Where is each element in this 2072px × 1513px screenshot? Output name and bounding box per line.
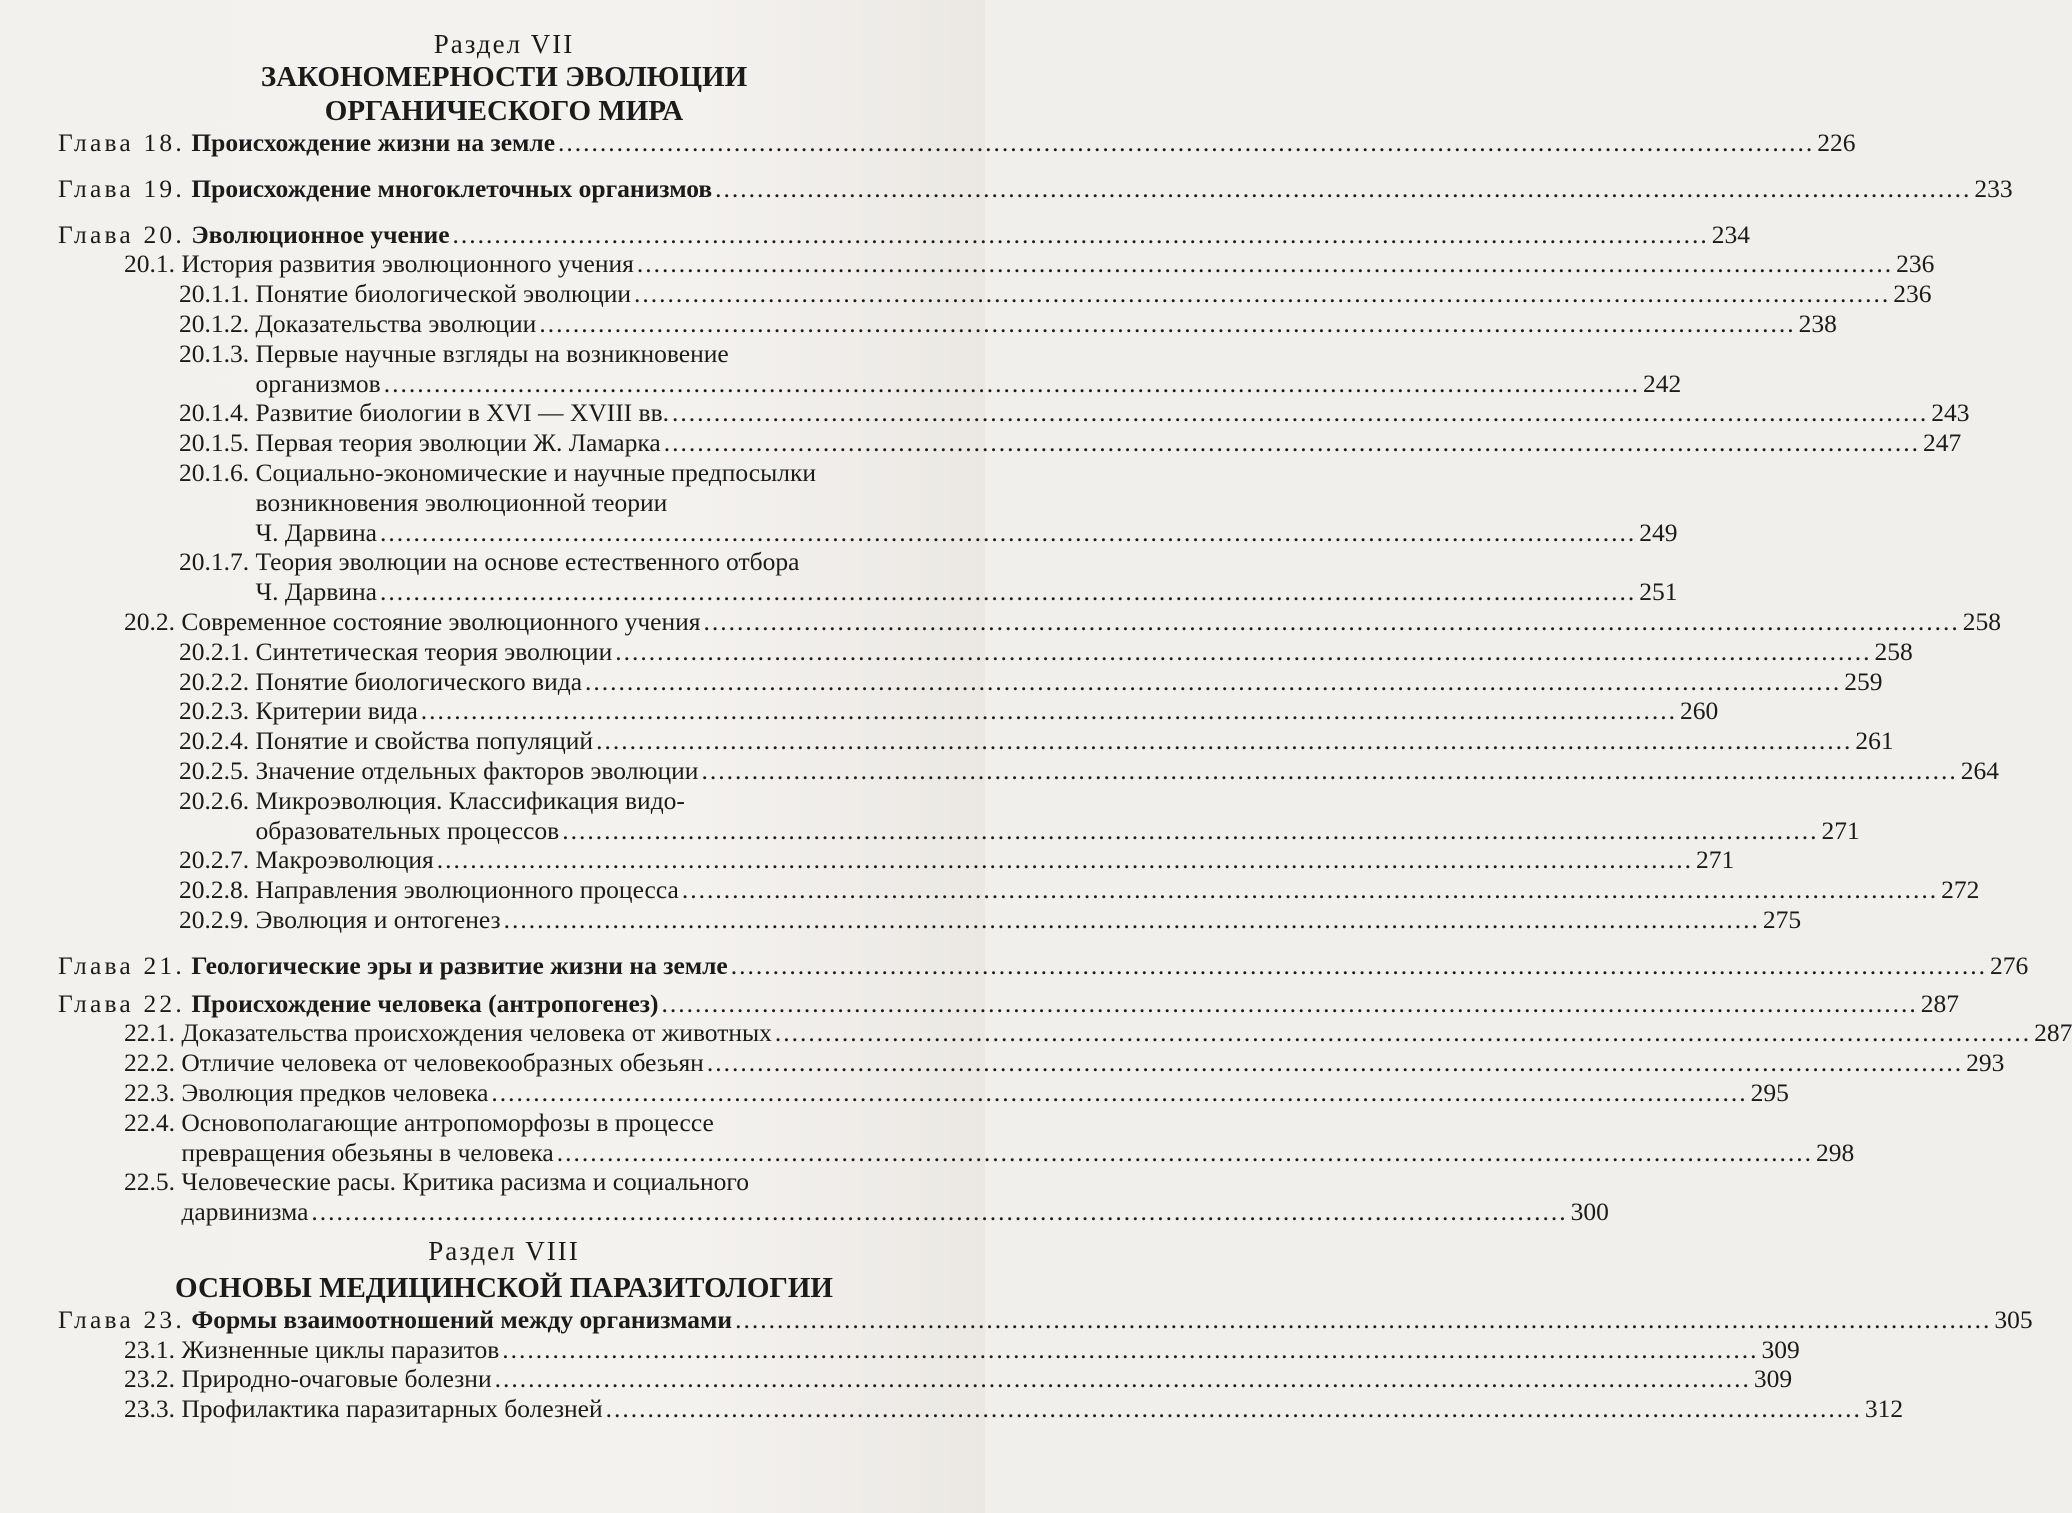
leader-dots xyxy=(615,637,1871,667)
section-title: Направления эволюционного процесса xyxy=(255,875,679,905)
section-number: 20.1.2. xyxy=(179,308,250,338)
page-number: 271 xyxy=(1695,845,1735,875)
section-title: Значение отдельных факторов эволюции xyxy=(255,755,699,785)
section-label: Раздел VIII xyxy=(428,1235,580,1266)
section-number: 20.2.8. xyxy=(179,875,250,905)
section-title-line1: Микроэволюция. Классификация видо- xyxy=(255,785,685,815)
leader-dots xyxy=(701,756,1957,786)
page-number: 264 xyxy=(1960,755,1999,785)
section-number: 20.2.3. xyxy=(179,696,250,726)
toc-chapter-19 xyxy=(58,173,2013,204)
leader-dots xyxy=(558,128,1814,158)
section-number: 22.4. xyxy=(124,1107,175,1137)
section-title-line1: Первые научные взгляды на возникновение xyxy=(255,338,729,368)
section-title-line2: возникновения эволюционной теории xyxy=(255,487,668,517)
toc-subsection-20-1-1 xyxy=(58,279,1932,309)
section-title: Доказательства происхождения человека от животных xyxy=(181,1018,772,1048)
section-number: 20.1.5. xyxy=(179,428,250,458)
section-number: 20.2.7. xyxy=(179,845,250,875)
leader-dots xyxy=(504,905,1760,935)
toc-section-23-2 xyxy=(58,1364,1793,1394)
leader-dots xyxy=(557,1138,1813,1168)
section-title: Понятие и свойства популяций xyxy=(255,726,594,756)
leader-dots xyxy=(437,845,1693,875)
section-title-line1: Человеческие расы. Критика расизма и социального xyxy=(181,1167,749,1197)
section-number: 20.1.4. xyxy=(179,398,250,428)
section-title: Жизненные циклы паразитов xyxy=(181,1334,500,1364)
page-number: 309 xyxy=(1761,1334,1800,1364)
section-number: 23.1. xyxy=(124,1334,175,1364)
page-number: 287 xyxy=(2034,1018,2072,1048)
section-number: 22.1. xyxy=(124,1018,175,1048)
section-title-line2: ОРГАНИЧЕСКОГО МИРА xyxy=(324,95,684,127)
toc-chapter-22 xyxy=(58,988,1960,1019)
section-number: 23.2. xyxy=(124,1364,175,1394)
leader-dots xyxy=(707,1048,1963,1078)
page-number: 305 xyxy=(1994,1304,2033,1334)
toc-subsection-20-1-7 xyxy=(58,547,1678,607)
page-number: 309 xyxy=(1753,1364,1793,1394)
page-number: 236 xyxy=(1896,249,1935,279)
section-number: 20.1.7. xyxy=(179,547,250,577)
section-number: 20.2.5. xyxy=(179,755,250,785)
section-title: Эволюция и онтогенез xyxy=(255,904,501,934)
section-number: 20.1.6. xyxy=(179,457,250,487)
chapter-prefix: Глава 22. xyxy=(58,988,185,1018)
section-title: Профилактика паразитарных болезней xyxy=(181,1394,603,1424)
toc-chapter-18 xyxy=(58,128,1856,158)
leader-dots xyxy=(585,667,1841,697)
page-number: 271 xyxy=(1821,815,1860,845)
chapter-title: Происхождение жизни на земле xyxy=(191,128,556,157)
toc-chapter-23 xyxy=(58,1304,2033,1335)
section-title: История развития эволюционного учения xyxy=(181,249,634,279)
toc-subsection-20-1-6 xyxy=(58,457,1678,547)
section-title: ОСНОВЫ МЕДИЦИНСКОЙ ПАРАЗИТОЛОГИИ xyxy=(175,1271,833,1304)
leader-dots xyxy=(380,518,1636,548)
toc-subsection-20-2-2 xyxy=(58,666,1883,697)
chapter-title: Эволюционное учение xyxy=(191,219,450,249)
section-title: Критерии вида xyxy=(255,696,418,726)
toc-section-20-2 xyxy=(58,606,2002,637)
toc-section-22-3 xyxy=(58,1077,1789,1108)
section-title-line2: образовательных процессов xyxy=(255,815,560,845)
page-number: 295 xyxy=(1750,1077,1789,1107)
section-number: 23.3. xyxy=(124,1394,175,1424)
chapter-prefix: Глава 20. xyxy=(58,219,185,249)
leader-dots xyxy=(491,1078,1747,1108)
chapter-title: Формы взаимоотношений между организмами xyxy=(191,1304,733,1334)
leader-dots xyxy=(682,875,1938,905)
section-title-line2: дарвинизма xyxy=(181,1197,309,1227)
leader-dots xyxy=(662,989,1918,1019)
page-number: 275 xyxy=(1762,904,1802,934)
leader-dots xyxy=(502,1335,1758,1365)
section-number: 22.3. xyxy=(124,1077,175,1107)
toc-subsection-20-2-3 xyxy=(58,696,1719,726)
page-number: 238 xyxy=(1798,308,1837,338)
leader-dots xyxy=(704,607,1960,637)
page-number: 247 xyxy=(1922,428,1962,458)
leader-dots xyxy=(495,1364,1751,1394)
section-number: 20.2.6. xyxy=(179,785,250,815)
section-label: Раздел VII xyxy=(433,29,575,59)
leader-dots xyxy=(539,309,1795,339)
page-number: 233 xyxy=(1974,173,2013,203)
section-title: Синтетическая теория эволюции xyxy=(255,636,613,666)
leader-dots xyxy=(421,696,1677,726)
section-title-line1: Теория эволюции на основе естественного отбора xyxy=(255,547,800,577)
section-number: 20.2.1. xyxy=(179,636,250,666)
section-title-line1: ЗАКОНОМЕРНОСТИ ЭВОЛЮЦИИ xyxy=(260,61,748,93)
toc-subsection-20-2-4 xyxy=(58,726,1894,756)
toc-section-23-1 xyxy=(58,1334,1800,1365)
section-title-line1: Основополагающие антропоморфозы в процессе xyxy=(181,1107,714,1137)
leader-dots xyxy=(384,369,1640,399)
section-title: Первая теория эволюции Ж. Ламарка xyxy=(255,428,661,458)
section-title-line3: Ч. Дарвина xyxy=(255,517,377,547)
toc-subsection-20-1-5 xyxy=(58,428,1962,458)
section-title-line2: Ч. Дарвина xyxy=(255,577,377,607)
toc-subsection-20-2-7 xyxy=(58,845,1735,875)
toc-subsection-20-1-4 xyxy=(58,398,1970,428)
section-title-line2: превращения обезьяны в человека xyxy=(181,1137,554,1167)
section-number: 22.5. xyxy=(124,1167,175,1197)
toc-subsection-20-1-3 xyxy=(58,338,1682,399)
leader-dots xyxy=(562,816,1818,846)
page-number: 276 xyxy=(1990,950,2029,980)
page-number: 243 xyxy=(1931,398,1970,428)
section-title: Развитие биологии в XVI — XVIII вв. xyxy=(255,398,670,428)
section-title: Отличие человека от человекообразных обезьян xyxy=(181,1048,704,1078)
toc-section-22-2 xyxy=(58,1048,2005,1078)
page-number: 236 xyxy=(1893,279,1932,309)
leader-dots xyxy=(606,1394,1862,1424)
page-number: 287 xyxy=(1920,988,1960,1018)
leader-dots xyxy=(715,174,1971,204)
page-number: 234 xyxy=(1711,219,1751,249)
page-number: 272 xyxy=(1941,875,1980,905)
leader-dots xyxy=(380,577,1636,607)
page-number: 242 xyxy=(1642,368,1682,398)
section-number: 20.1. xyxy=(124,249,175,279)
chapter-title: Происхождение многоклеточных организмов xyxy=(191,173,713,203)
section-title: Доказательства эволюции xyxy=(255,308,537,338)
section-title-line2: организмов xyxy=(255,368,381,398)
page-number: 312 xyxy=(1864,1394,1904,1424)
page-number: 300 xyxy=(1570,1197,1609,1227)
toc-section-20-1 xyxy=(58,249,1935,279)
toc-subsection-20-2-1 xyxy=(58,636,1913,667)
toc-chapter-20 xyxy=(58,219,1751,250)
page-number: 258 xyxy=(1962,606,2002,636)
section-title: Природно-очаговые болезни xyxy=(181,1364,492,1394)
section-title: Понятие биологической эволюции xyxy=(255,279,632,309)
page-number: 298 xyxy=(1815,1137,1855,1167)
page-number: 249 xyxy=(1639,517,1678,547)
leader-dots xyxy=(672,398,1928,428)
leader-dots xyxy=(596,726,1852,756)
page-number: 260 xyxy=(1680,696,1719,726)
toc-subsection-20-1-2 xyxy=(58,308,1837,339)
section-number: 20.1.1. xyxy=(179,279,250,309)
leader-dots xyxy=(731,951,1987,981)
page-number: 226 xyxy=(1817,128,1856,157)
section-number: 22.2. xyxy=(124,1048,175,1078)
page-number: 261 xyxy=(1855,726,1894,756)
section-number: 20.2. xyxy=(124,606,175,636)
leader-dots xyxy=(775,1018,2031,1048)
chapter-prefix: Глава 19. xyxy=(58,173,185,203)
leader-dots xyxy=(453,220,1709,250)
page-number: 259 xyxy=(1844,666,1883,696)
section-number: 20.1.3. xyxy=(179,338,250,368)
section-title: Современное состояние эволюционного учения xyxy=(181,606,701,636)
toc-subsection-20-2-5 xyxy=(58,755,1999,786)
toc-subsection-20-2-8 xyxy=(58,875,1980,905)
leader-dots xyxy=(634,279,1890,309)
table-of-contents xyxy=(58,28,2072,1424)
toc-subsection-20-2-9 xyxy=(58,904,1802,935)
chapter-prefix: Глава 23. xyxy=(58,1304,185,1334)
page-number: 251 xyxy=(1639,577,1678,607)
section-number: 20.2.4. xyxy=(179,726,250,756)
section-title: Макроэволюция xyxy=(255,845,434,875)
toc-section-22-1 xyxy=(58,1018,2072,1048)
chapter-prefix: Глава 21. xyxy=(58,950,185,980)
section-title: Эволюция предков человека xyxy=(181,1077,489,1107)
page-number: 258 xyxy=(1874,636,1913,666)
section-number: 20.2.2. xyxy=(179,666,250,696)
chapter-title: Происхождение человека (антропогенез) xyxy=(191,988,659,1018)
leader-dots xyxy=(637,249,1893,279)
section-title: Понятие биологического вида xyxy=(255,666,583,696)
toc-section-22-4 xyxy=(58,1107,1855,1168)
leader-dots xyxy=(311,1197,1567,1227)
section-number: 20.2.9. xyxy=(179,904,250,934)
leader-dots xyxy=(735,1305,1991,1335)
toc-chapter-21 xyxy=(58,950,2029,981)
page-number: 293 xyxy=(1966,1048,2005,1078)
toc-section-22-5 xyxy=(58,1167,1609,1227)
toc-subsection-20-2-6 xyxy=(58,785,1860,846)
leader-dots xyxy=(664,428,1920,458)
chapter-prefix: Глава 18. xyxy=(58,128,185,157)
toc-section-23-3 xyxy=(58,1394,1904,1424)
chapter-title: Геологические эры и развитие жизни на земле xyxy=(191,950,728,980)
section-title-line1: Социально-экономические и научные предпосылки xyxy=(255,457,816,487)
